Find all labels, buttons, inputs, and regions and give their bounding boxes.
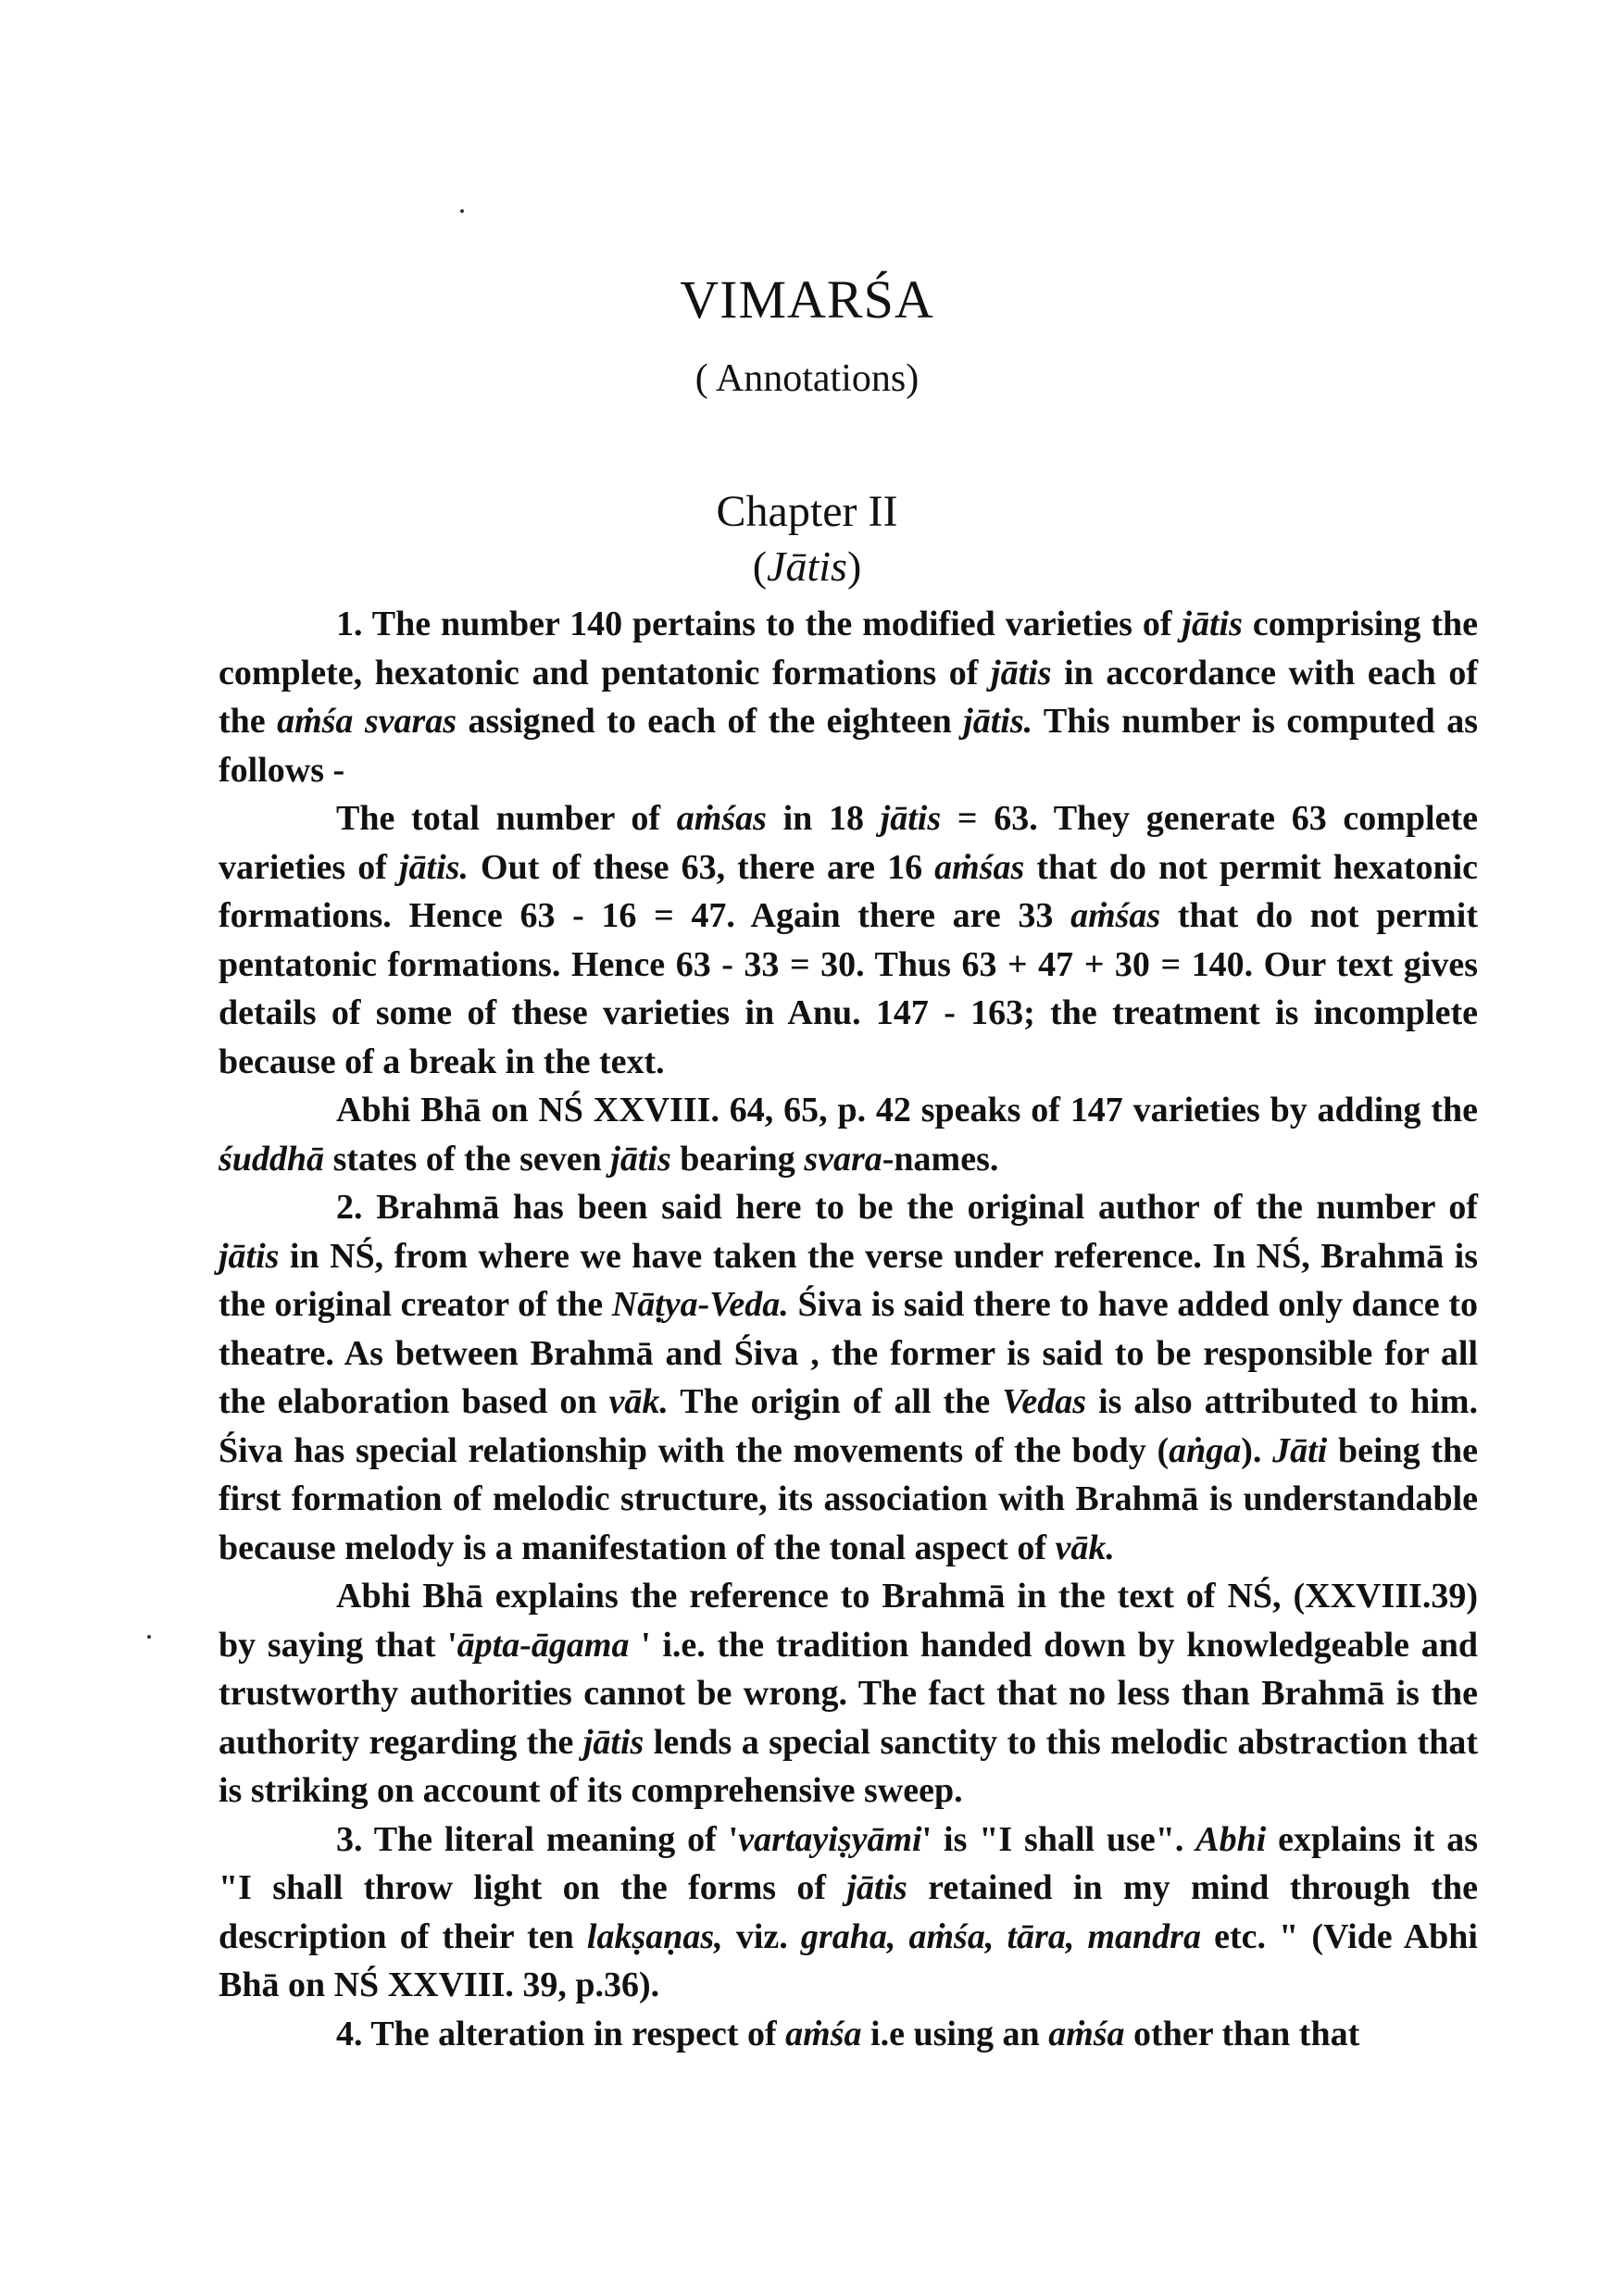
text-run: in NŚ, from where we have taken the verse under reference. In NŚ, Brahmā is the original creator of the (219, 1236, 1478, 1324)
italic-term: jātis (582, 1722, 644, 1762)
text-run: retained in my mind through the description of their ten (219, 1868, 1478, 1956)
italic-term: Nāṭya-Veda. (611, 1285, 789, 1324)
paragraph (219, 1816, 1478, 2010)
italic-term: Jāti (1272, 1430, 1328, 1470)
italic-term: jātis. (398, 847, 469, 887)
text-run: 1. The number 140 pertains to the modified varieties of (336, 605, 1182, 643)
paragraph (219, 1572, 1478, 1816)
italic-term: aṁśa svaras (277, 702, 457, 741)
italic-term: jātis (991, 653, 1052, 693)
text-run: ). (1241, 1430, 1273, 1470)
text-run: i.e using an (861, 2014, 1049, 2053)
italic-term: aṁśa (1048, 2014, 1125, 2053)
italic-term: Vedas (1002, 1382, 1087, 1421)
italic-term: graha, aṁśa, tāra, mandra (800, 1916, 1201, 1956)
text-run: bearing (670, 1139, 805, 1179)
paragraph (219, 1183, 1478, 1572)
paragraph (219, 600, 1478, 794)
italic-term: lakṣaṇas, (586, 1916, 723, 1956)
speck-mark (460, 209, 464, 213)
paragraph (219, 794, 1478, 1086)
paragraph (219, 1086, 1478, 1183)
text-run: assigned to each of the eighteen (457, 702, 964, 741)
text-run: ' is "I shall use". (921, 1819, 1196, 1859)
text-run: 2. Brahmā has been said here to be the original author of the number of (336, 1188, 1478, 1227)
text-run: 4. The alteration in respect of (336, 2014, 786, 2053)
italic-term: jātis (846, 1868, 907, 1907)
chapter-subheading-term: Jātis (767, 543, 847, 590)
text-run: comprising the complete, hexatonic and pentatonic formations of (219, 605, 1478, 693)
text-run: that do not permit pentatonic formations. Hence 63 - 33 = 30. Thus 63 + 47 + 30 = 140. Our text gives details of some of these varieties in Anu. 147 - 163; the treatment is incomplete because of a break in the text. (219, 896, 1478, 1081)
text-run: = 63. They generate 63 complete varieties of (219, 799, 1478, 887)
text-run: The total number of (336, 799, 677, 838)
annotation-body (219, 600, 1478, 2058)
italic-term: vāk. (608, 1382, 669, 1421)
text-run: that do not permit hexatonic formations. Hence 63 - 16 = 47. Again there are 33 (219, 847, 1479, 935)
text-run: -names. (882, 1139, 999, 1179)
text-run: in 18 (766, 799, 881, 838)
italic-term: jātis (610, 1139, 671, 1179)
italic-term: jātis. (963, 702, 1033, 741)
text-run: other than that (1124, 2014, 1360, 2053)
italic-term: āpta-āgama (457, 1625, 630, 1665)
text-run: Abhi Bhā explains the reference to Brahmā in the text of NŚ, (XXVIII.39) by saying that ' (219, 1577, 1478, 1665)
speck-mark (147, 1635, 151, 1639)
text-run: ' i.e. the tradition handed down by knowledgeable and trustworthy authorities cannot be wrong. The fact that no less than Brahmā is the authority regarding the (219, 1625, 1478, 1762)
paragraph (219, 2010, 1478, 2059)
text-run: is also attributed to him. Śiva has special relationship with the movements of the body ( (219, 1382, 1478, 1470)
italic-term: śuddhā (219, 1139, 325, 1179)
text-run: The origin of all the (668, 1382, 1003, 1421)
text-run: lends a special sanctity to this melodic abstraction that is striking on account of its comprehensive sweep. (219, 1722, 1478, 1810)
italic-term: svara (804, 1139, 882, 1179)
italic-term: aṁśas (934, 847, 1025, 887)
text-run: Śiva is said there to have added only dance to theatre. As between Brahmā and Śiva , the former is said to be responsible for all the elaboration based on (219, 1285, 1478, 1421)
text-run: explains it as "I shall throw light on the forms of (219, 1819, 1478, 1907)
text-run: This number is computed as follows - (219, 702, 1479, 790)
italic-term: jātis (1182, 605, 1243, 643)
italic-term: Abhi (1195, 1819, 1267, 1859)
italic-term: vartayiṣyāmi (738, 1819, 922, 1859)
text-run: viz. (722, 1916, 801, 1956)
italic-term: jātis (219, 1236, 280, 1276)
chapter-heading: Chapter II (716, 487, 898, 536)
text-run: states of the seven (324, 1139, 611, 1179)
text-run: Abhi Bhā on NŚ XXVIII. 64, 65, p. 42 speaks of 147 varieties by adding the (336, 1091, 1478, 1129)
text-run: Out of these 63, there are 16 (468, 847, 935, 887)
italic-term: vāk. (1055, 1528, 1115, 1567)
italic-term: aṁśas (1070, 896, 1161, 935)
chapter-subheading (0, 542, 1614, 591)
italic-term: jātis (880, 799, 942, 838)
text-run: 3. The literal meaning of ' (336, 1819, 739, 1859)
chapter-subheading-close: ) (846, 543, 862, 590)
italic-term: aṅga (1169, 1430, 1242, 1470)
chapter-subheading-open: ( (752, 543, 768, 590)
page-subtitle: ( Annotations) (694, 357, 920, 400)
italic-term: aṁśa (785, 2014, 862, 2053)
text-run: in accordance with each of the (219, 653, 1478, 741)
page-title: VIMARŚA (680, 269, 934, 330)
text-run: etc. " (Vide Abhi Bhā on NŚ XXVIII. 39, p.36). (219, 1916, 1478, 2004)
text-run: being the first formation of melodic structure, its association with Brahmā is understandable because melody is a manifestation of the tonal aspect of (219, 1430, 1478, 1567)
italic-term: aṁśas (676, 799, 767, 838)
